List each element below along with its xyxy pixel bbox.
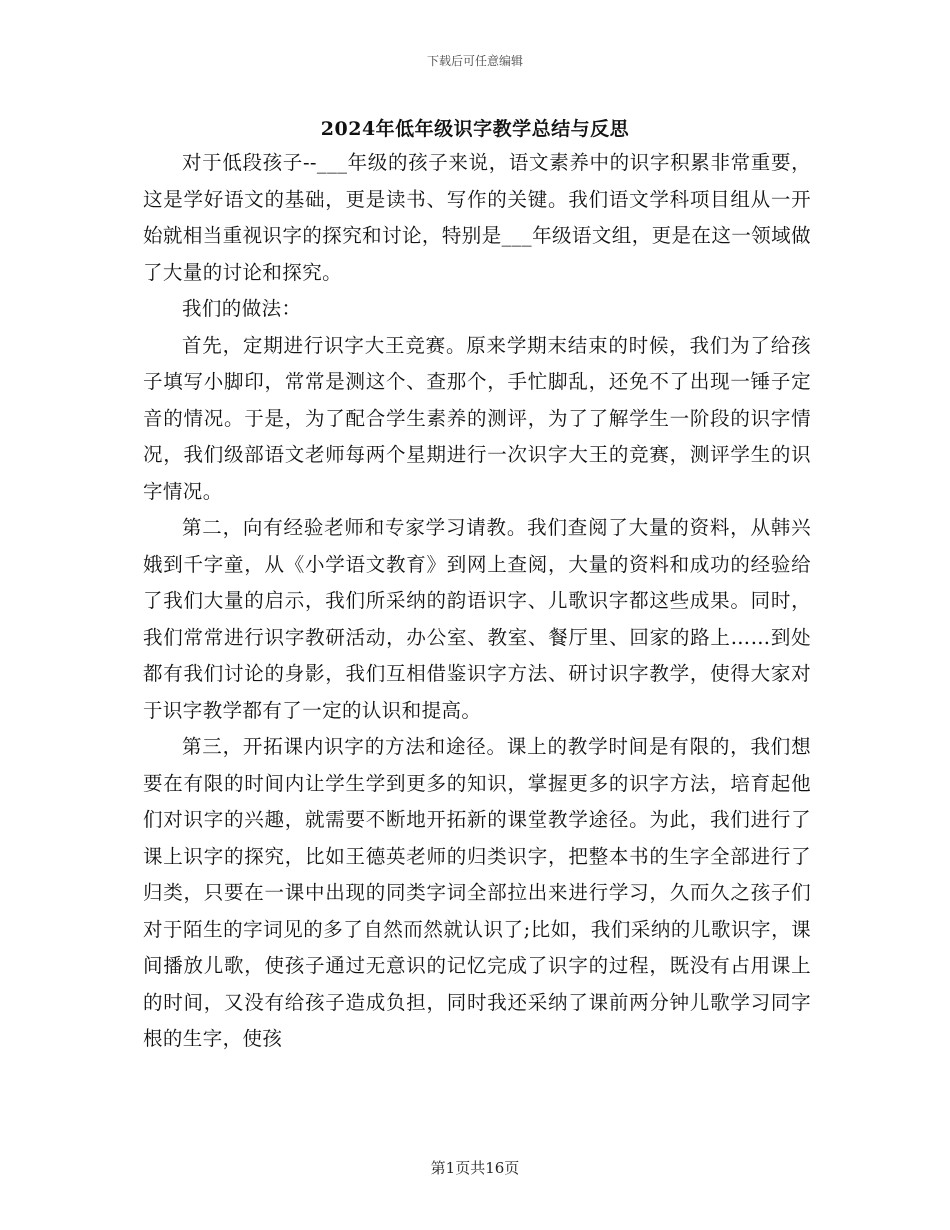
page-footer: 第1页共16页 <box>430 1159 520 1177</box>
paragraph-second: 第二，向有经验老师和专家学习请教。我们查阅了大量的资料，从韩兴娥到千字童，从《小学语文教育》到网上查阅，大量的资料和成功的经验给了我们大量的启示，我们所采纳的韵语识字、儿歌识字都这些成果。同时，我们常常进行识字教研活动，办公室、教室、餐厅里、回家的路上……到处都有我们讨论的身影，我们互相借鉴识字方法、研讨识字教学，使得大家对于识字教学都有了一定的认识和提高。 <box>143 516 811 722</box>
document-body <box>143 145 811 1058</box>
paragraph-third: 第三，开拓课内识字的方法和途径。课上的教学时间是有限的，我们想要在有限的时间内让学生学到更多的知识，掌握更多的识字方法，培育起他们对识字的兴趣，就需要不断地开拓新的课堂教学途径。为此，我们进行了课上识字的探究，比如王德英老师的归类识字，把整本书的生字全部进行了归类，只要在一课中出现的同类字词全部拉出来进行学习，久而久之孩子们对于陌生的字词见的多了自然而然就认识了;比如，我们采纳的儿歌识字，课间播放儿歌，使孩子通过无意识的记忆完成了识字的过程，既没有占用课上的时间，又没有给孩子造成负担，同时我还采纳了课前两分钟儿歌学习同字根的生字，使孩 <box>143 735 811 1050</box>
header-note: 下载后可任意编辑 <box>426 54 523 68</box>
paragraph-methods-heading: 我们的做法： <box>182 297 302 320</box>
paragraph-intro: 对于低段孩子--___年级的孩子来说，语文素养中的识字积累非常重要，这是学好语文的基础，更是读书、写作的关键。我们语文学科项目组从一开始就相当重视识字的探究和讨论，特别是___年级语文组，更是在这一领域做了大量的讨论和探究。 <box>143 151 811 284</box>
paragraph-first: 首先，定期进行识字大王竞赛。原来学期末结束的时候，我们为了给孩子填写小脚印，常常是测这个、查那个，手忙脚乱，还免不了出现一锤子定音的情况。于是，为了配合学生素养的测评，为了了解学生一阶段的识字情况，我们级部语文老师每两个星期进行一次识字大王的竞赛，测评学生的识字情况。 <box>143 333 811 503</box>
document-title: 2024年低年级识字教学总结与反思 <box>320 118 630 140</box>
